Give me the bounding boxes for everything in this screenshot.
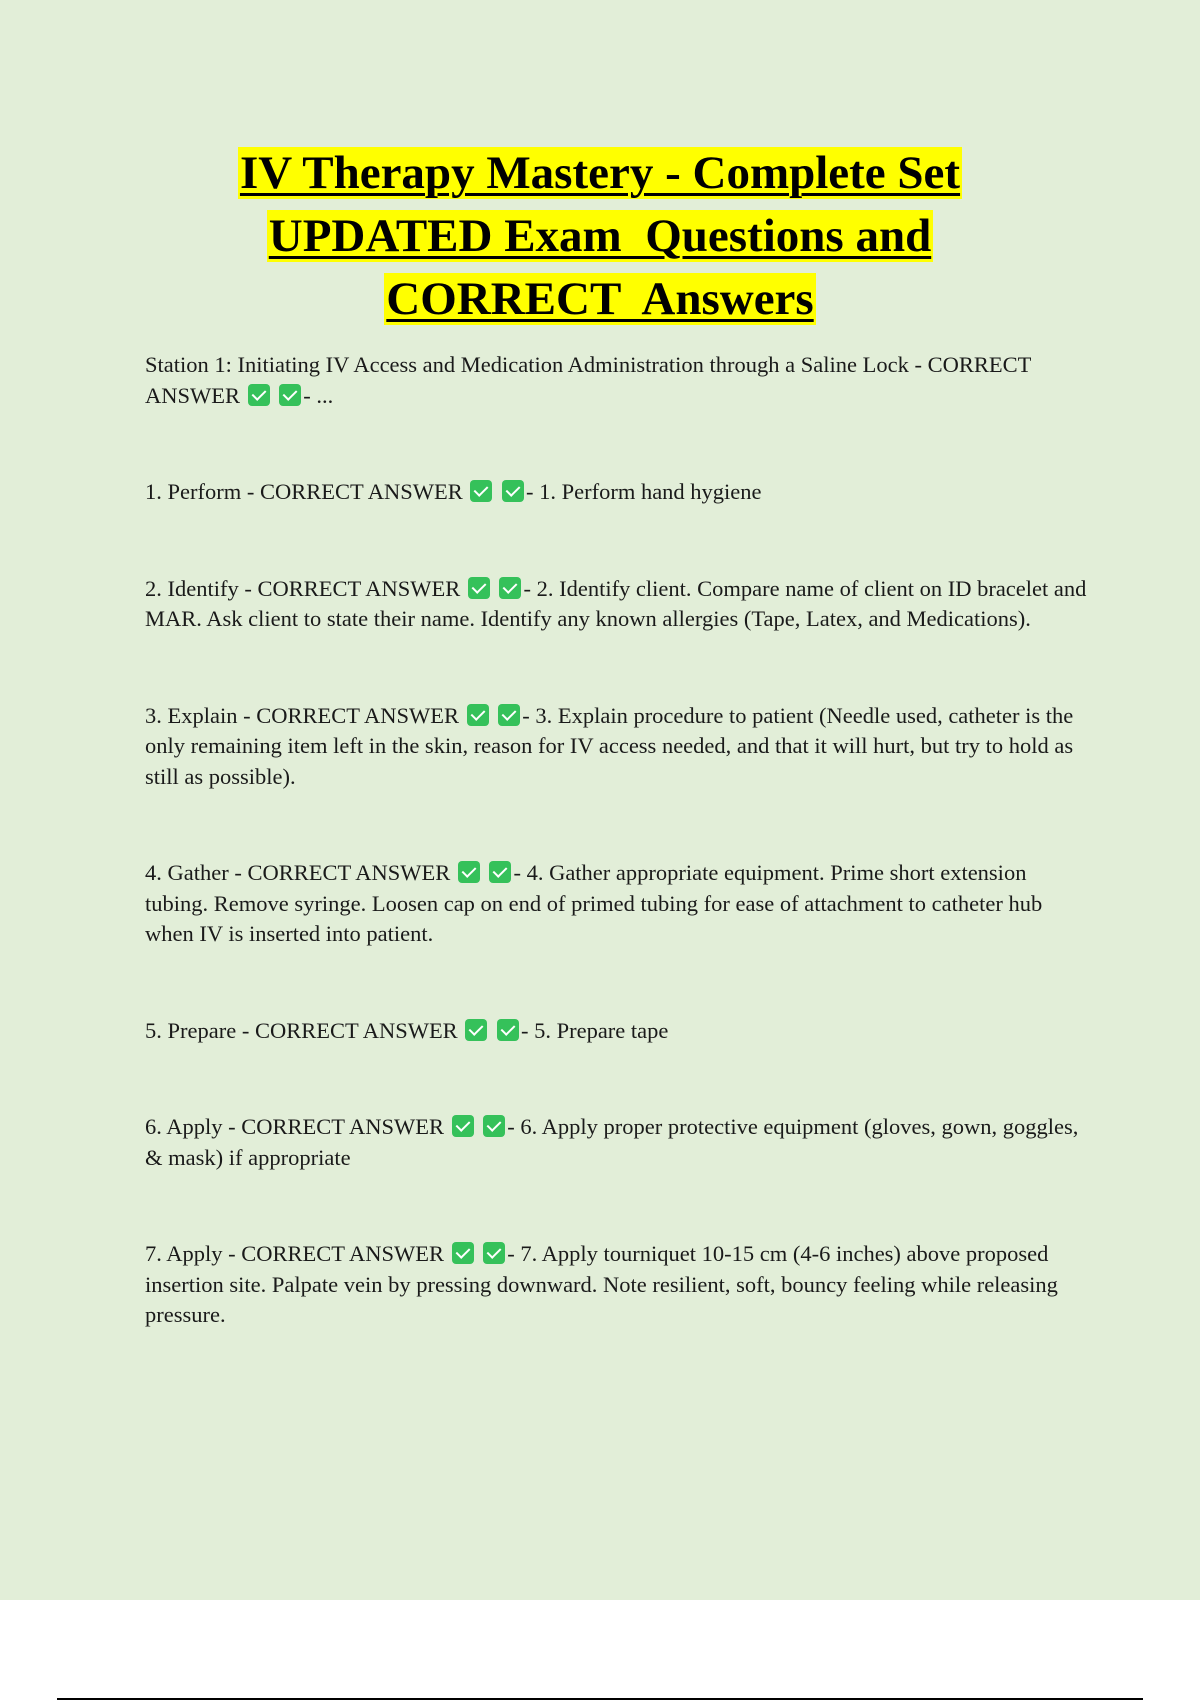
entry-answer: - 4. Gather appropriate equipment. Prime short extension tubing. Remove syringe. Loosen cap on end of primed tubing for ease of attachment to catheter hub when IV is inserted into patient. bbox=[145, 860, 1043, 946]
check-box-icon bbox=[468, 577, 490, 599]
entry-prompt: Station 1: Initiating IV Access and Medication Administration through a Saline Lock - CORRECT ANSWER bbox=[145, 352, 1031, 408]
check-box-icon bbox=[497, 1019, 519, 1041]
check-box-icon bbox=[279, 384, 301, 406]
entry-answer: - 3. Explain procedure to patient (Needle used, catheter is the only remaining item left in the skin, reason for IV access needed, and that it will hurt, but try to hold as still as possible). bbox=[145, 702, 1074, 789]
qa-entry-5 bbox=[145, 1016, 1090, 1047]
qa-entry-station-1 bbox=[145, 350, 1090, 411]
check-box-icon bbox=[452, 1115, 474, 1137]
qa-entry-2 bbox=[145, 574, 1090, 635]
qa-entry-4 bbox=[145, 858, 1090, 950]
qa-entry-1 bbox=[145, 477, 1090, 508]
entry-prompt: 1. Perform - CORRECT ANSWER bbox=[145, 479, 463, 504]
document-title bbox=[0, 142, 1200, 331]
entry-prompt: 4. Gather - CORRECT ANSWER bbox=[145, 860, 451, 885]
entry-answer: - 5. Prepare tape bbox=[520, 1017, 669, 1043]
check-box-icon bbox=[452, 1242, 474, 1264]
entry-prompt: 6. Apply - CORRECT ANSWER bbox=[145, 1114, 444, 1139]
title-line: UPDATED Exam Questions and bbox=[268, 210, 932, 262]
qa-list bbox=[145, 350, 1090, 1331]
entry-answer: - 2. Identify client. Compare name of client on ID bracelet and MAR. Ask client to state their name. Identify any known allergies (Tape, Latex, and Medications). bbox=[145, 575, 1087, 631]
check-box-icon bbox=[483, 1242, 505, 1264]
title-line: CORRECT Answers bbox=[386, 273, 814, 325]
entry-answer: - 7. Apply tourniquet 10-15 cm (4-6 inches) above proposed insertion site. Palpate vein by pressing downward. Note resilient, soft, bouncy feeling while releasing pressure. bbox=[145, 1241, 1058, 1327]
qa-entry-3 bbox=[145, 701, 1090, 793]
check-box-icon bbox=[470, 480, 492, 502]
check-box-icon bbox=[248, 384, 270, 406]
check-box-icon bbox=[467, 704, 489, 726]
qa-entry-6 bbox=[145, 1112, 1090, 1173]
check-box-icon bbox=[465, 1019, 487, 1041]
check-box-icon bbox=[489, 861, 511, 883]
check-box-icon bbox=[483, 1115, 505, 1137]
entry-prompt: 7. Apply - CORRECT ANSWER bbox=[145, 1241, 444, 1266]
title-line: IV Therapy Mastery - Complete Set bbox=[239, 147, 961, 199]
entry-answer: - 6. Apply proper protective equipment (gloves, gown, goggles, & mask) if appropriate bbox=[145, 1114, 1079, 1170]
entry-prompt: 3. Explain - CORRECT ANSWER bbox=[145, 702, 459, 728]
check-box-icon bbox=[502, 480, 524, 502]
entry-prompt: 5. Prepare - CORRECT ANSWER bbox=[145, 1017, 458, 1043]
check-box-icon bbox=[498, 704, 520, 726]
qa-entry-7 bbox=[145, 1239, 1090, 1331]
entry-prompt: 2. Identify - CORRECT ANSWER bbox=[145, 575, 461, 601]
entry-answer: - 1. Perform hand hygiene bbox=[525, 479, 762, 504]
check-box-icon bbox=[499, 577, 521, 599]
check-box-icon bbox=[458, 861, 480, 883]
entry-answer: - ... bbox=[303, 382, 334, 408]
